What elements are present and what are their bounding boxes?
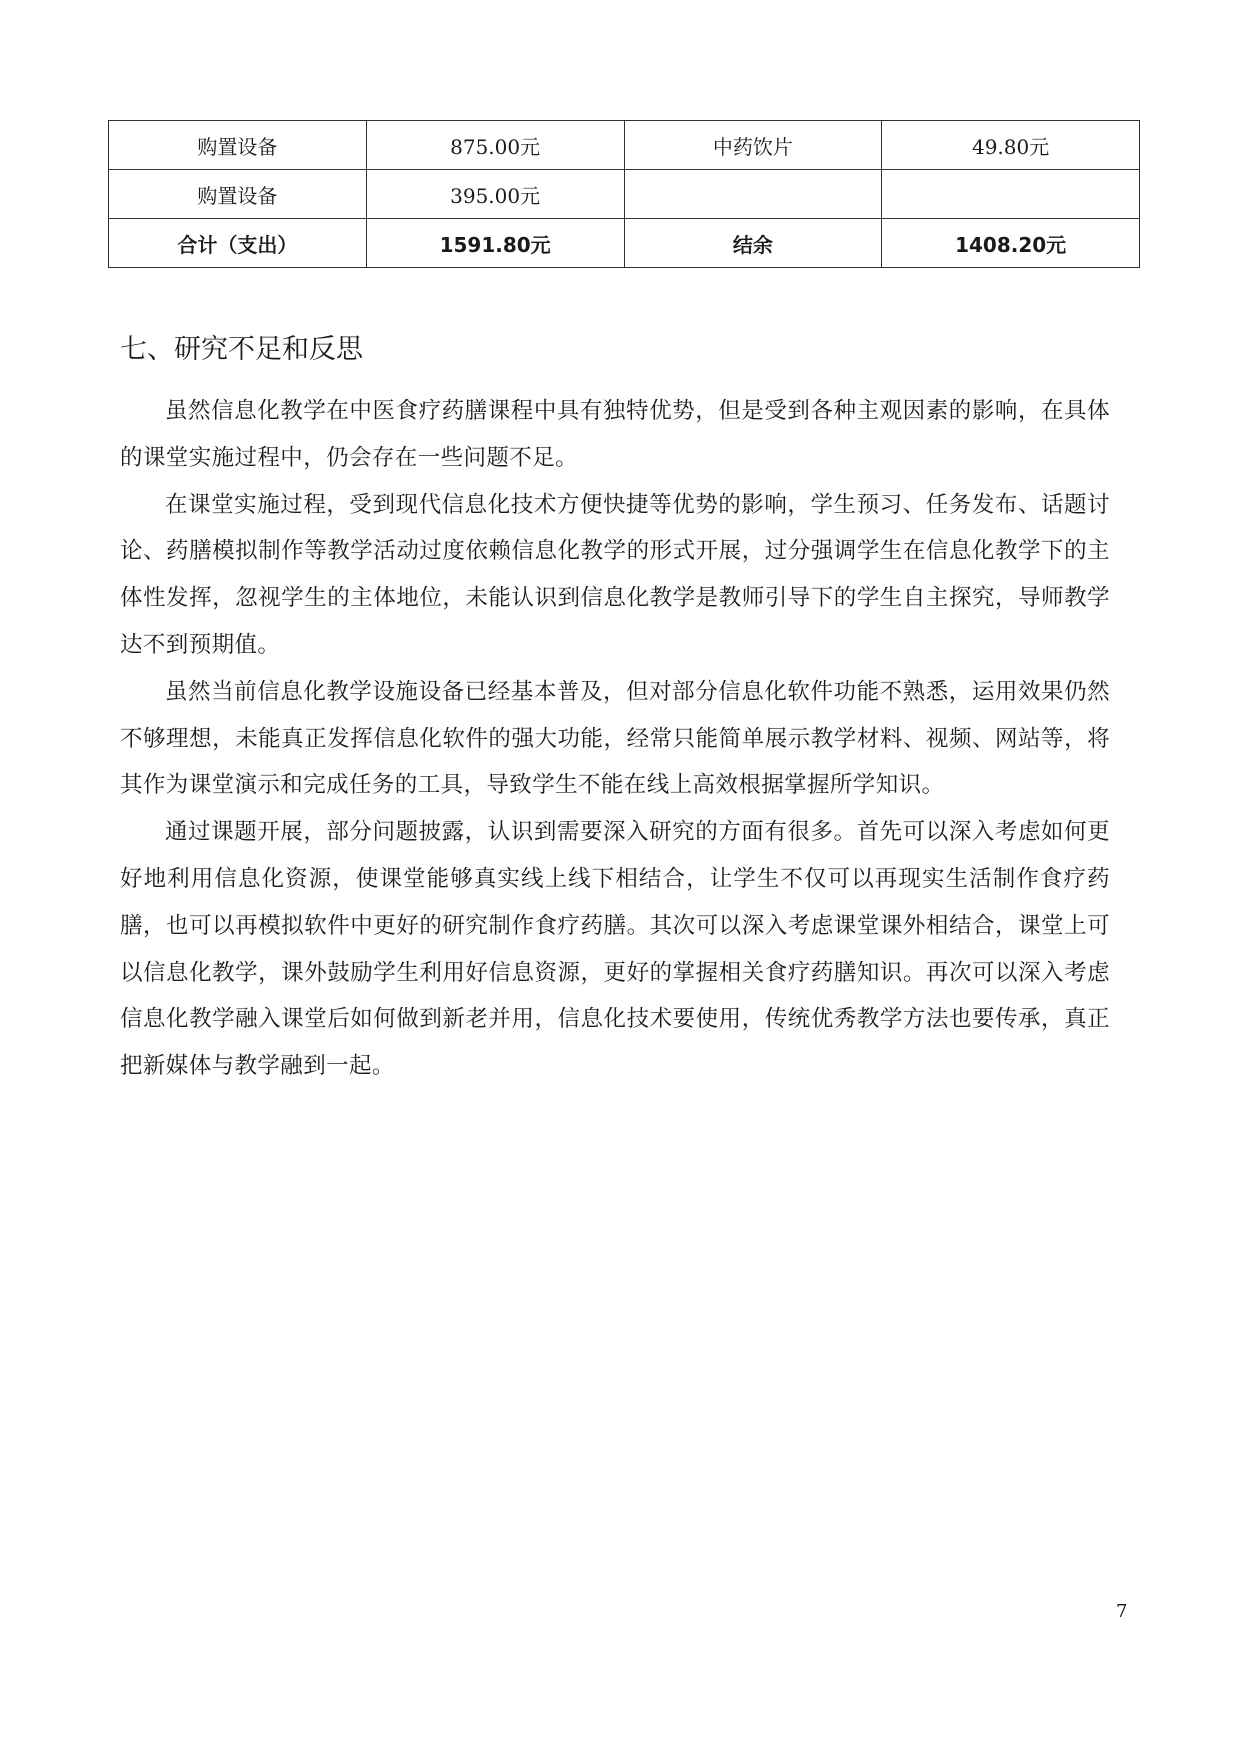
table-cell: 875.00元: [366, 121, 624, 170]
paragraph: 虽然信息化教学在中医食疗药膳课程中具有独特优势，但是受到各种主观因素的影响，在具体的课堂实施过程中，仍会存在一些问题不足。: [120, 398, 1110, 471]
expense-table: [108, 120, 1140, 268]
paragraph: 在课堂实施过程，受到现代信息化技术方便快捷等优势的影响，学生预习、任务发布、话题讨论、药膳模拟制作等教学活动过度依赖信息化教学的形式开展，过分强调学生在信息化教学下的主体性发挥，忽视学生的主体地位，未能认识到信息化教学是教师引导下的学生自主探究，导师教学达不到预期值。: [120, 491, 1110, 658]
section-heading: 七、研究不足和反思: [120, 334, 363, 365]
section-body: [120, 388, 1110, 1090]
table-cell: 395.00元: [366, 170, 624, 219]
page-number: 7: [1116, 1601, 1128, 1622]
paragraph: 虽然当前信息化教学设施设备已经基本普及，但对部分信息化软件功能不熟悉，运用效果仍然不够理想，未能真正发挥信息化软件的强大功能，经常只能简单展示教学材料、视频、网站等，将其作为课堂演示和完成任务的工具，导致学生不能在线上高效根据掌握所学知识。: [120, 678, 1110, 799]
table-row: [109, 170, 1140, 219]
paragraph: 通过课题开展，部分问题披露，认识到需要深入研究的方面有很多。首先可以深入考虑如何更好地利用信息化资源，使课堂能够真实线上线下相结合，让学生不仅可以再现实生活制作食疗药膳，也可以再模拟软件中更好的研究制作食疗药膳。其次可以深入考虑课堂课外相结合，课堂上可以信息化教学，课外鼓励学生利用好信息资源，更好的掌握相关食疗药膳知识。再次可以深入考虑信息化教学融入课堂后如何做到新老并用，信息化技术要使用，传统优秀教学方法也要传承，真正把新媒体与教学融到一起。: [120, 819, 1110, 1080]
table-cell: [882, 170, 1140, 219]
table-cell: 49.80元: [882, 121, 1140, 170]
total-amount: 1591.80元: [366, 219, 624, 268]
table-cell: 购置设备: [109, 121, 367, 170]
balance-label: 结余: [624, 219, 882, 268]
table-cell: [624, 170, 882, 219]
total-label: 合计（支出）: [109, 219, 367, 268]
table-cell: 中药饮片: [624, 121, 882, 170]
total-row: [109, 219, 1140, 268]
table-cell: 购置设备: [109, 170, 367, 219]
balance-amount: 1408.20元: [882, 219, 1140, 268]
table-row: [109, 121, 1140, 170]
